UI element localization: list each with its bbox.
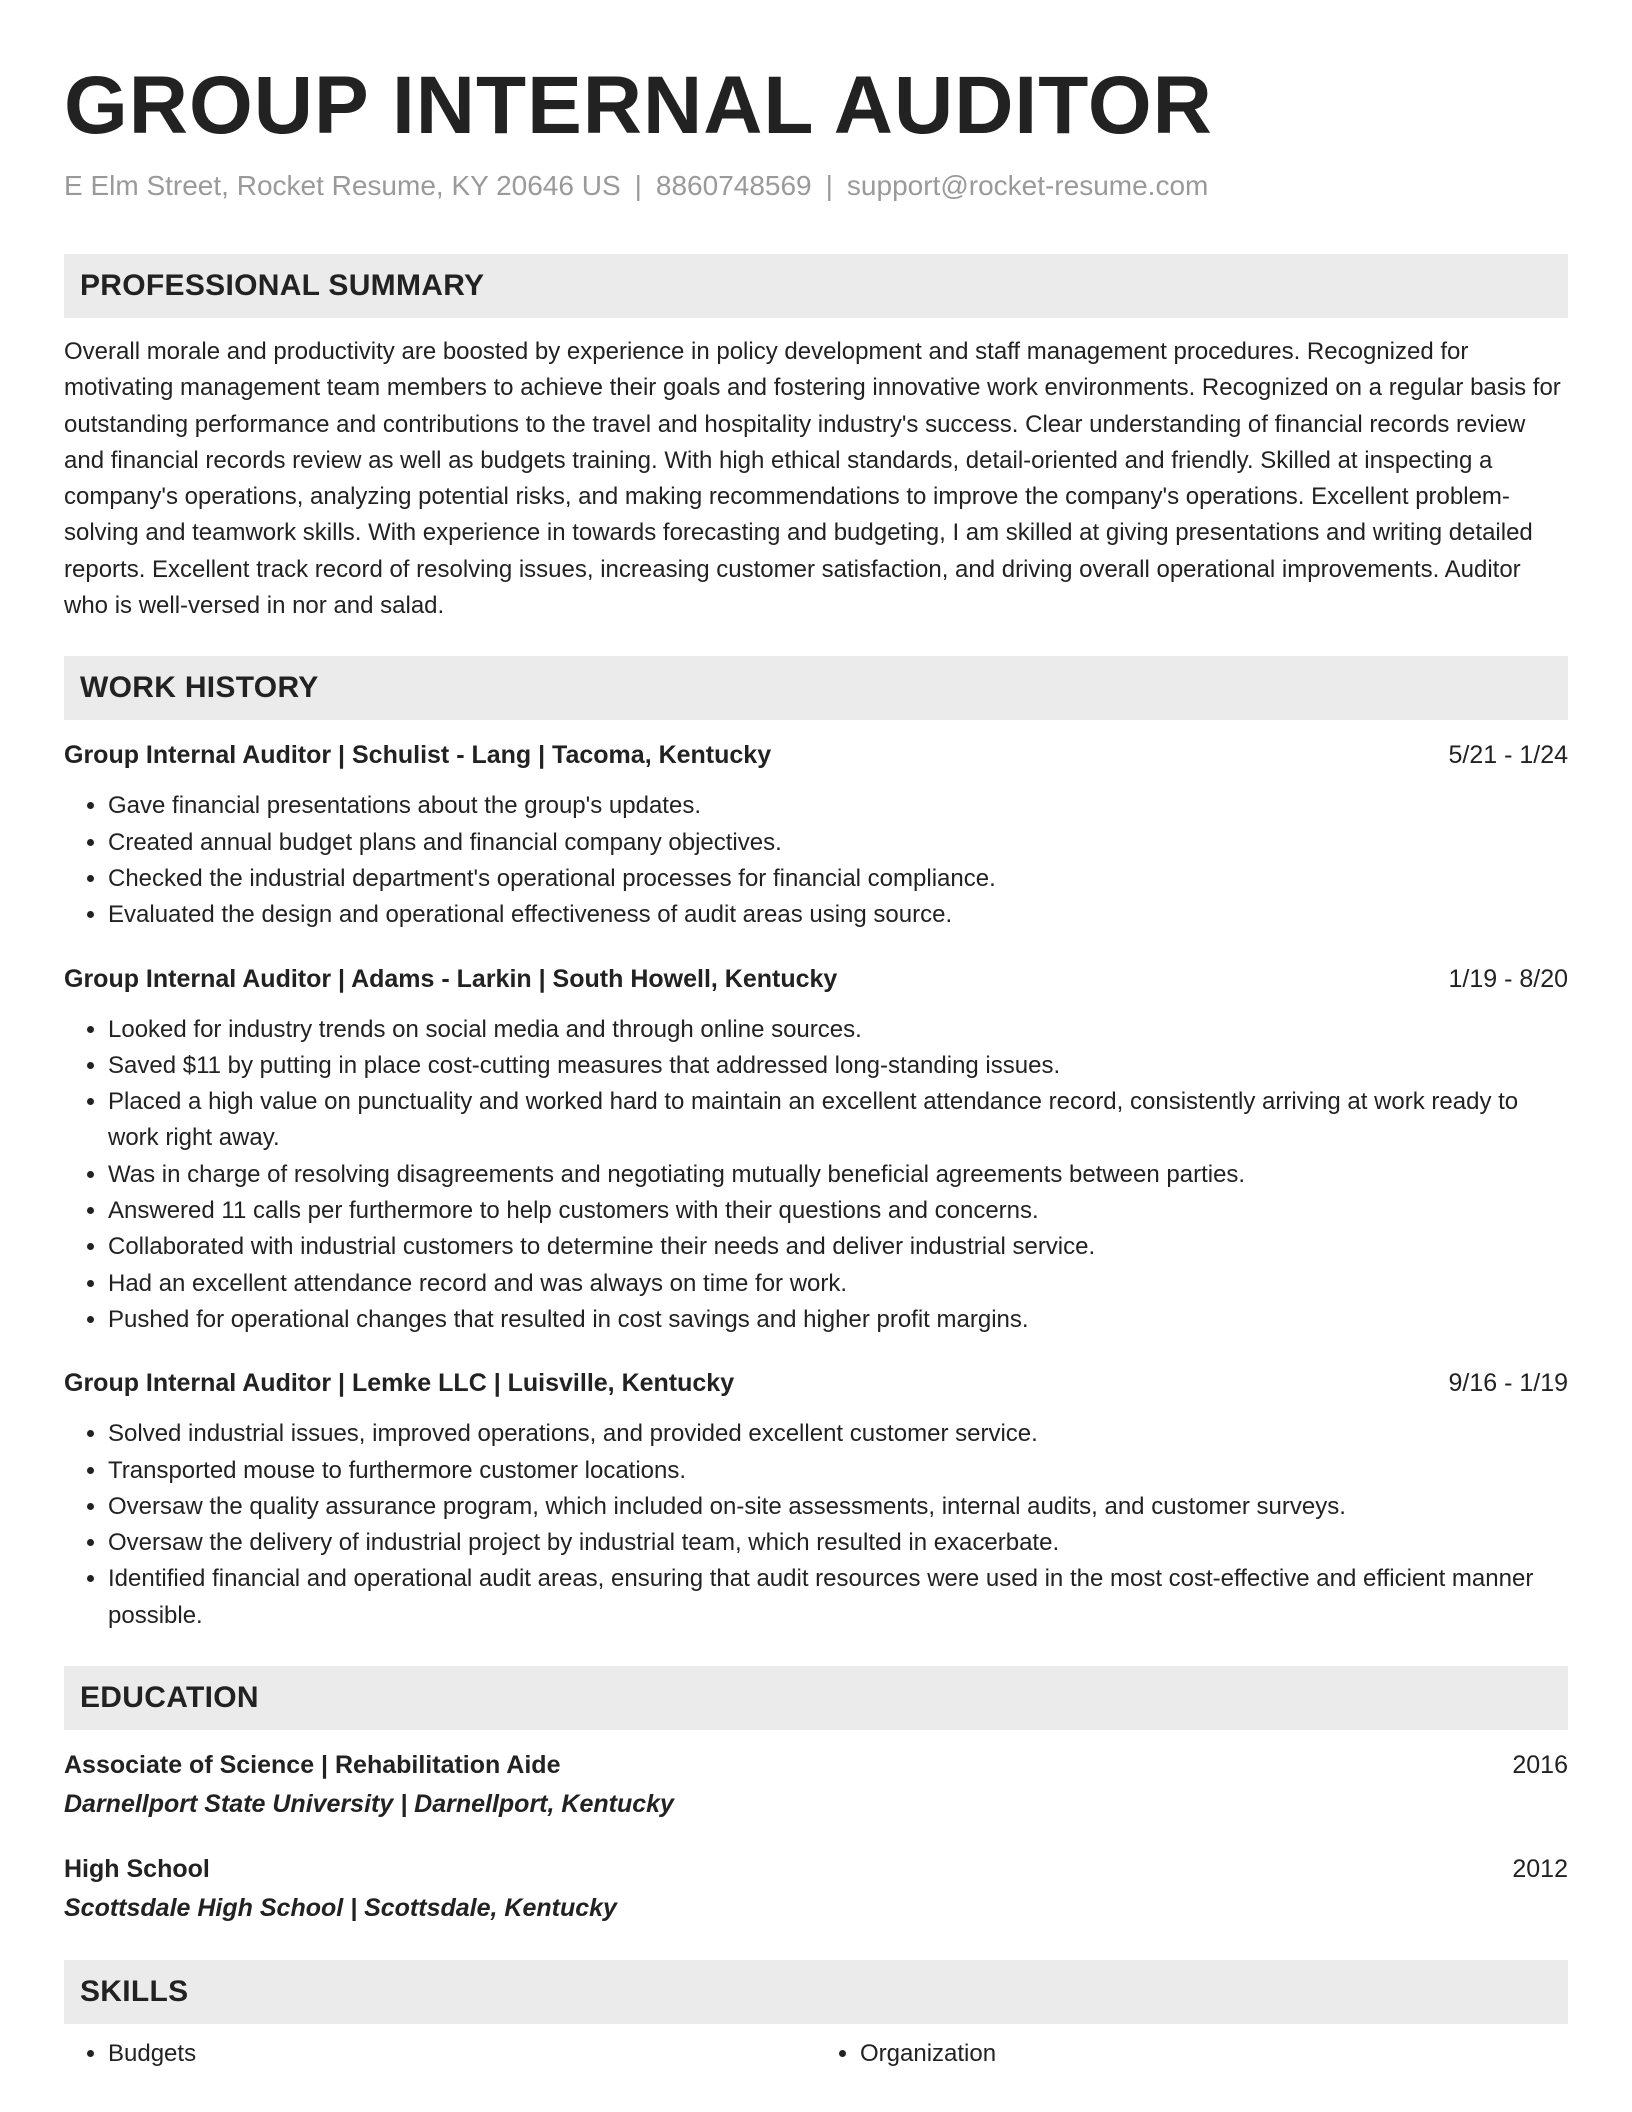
section-header-education: EDUCATION <box>64 1666 1568 1730</box>
job-bullet: • Collaborated with industrial customers to determine their needs and deliver industrial service. <box>108 1229 1568 1265</box>
job-bullet: • Oversaw the quality assurance program, which included on-site assessments, internal audits, and customer surveys. <box>108 1489 1568 1525</box>
job-bullet: • Transported mouse to furthermore customer locations. <box>108 1453 1568 1489</box>
resume-name: GROUP INTERNAL AUDITOR <box>64 60 1213 151</box>
job-bullet: • Pushed for operational changes that resulted in cost savings and higher profit margins. <box>108 1302 1568 1338</box>
skills-grid <box>64 2036 1568 2072</box>
job-bullet: • Created annual budget plans and financial company objectives. <box>108 825 1568 861</box>
job-bullet: • Oversaw the delivery of industrial project by industrial team, which resulted in exacerbate. <box>108 1525 1568 1561</box>
section-header-summary: PROFESSIONAL SUMMARY <box>64 254 1568 318</box>
contact-separator: | <box>634 170 642 201</box>
job-title: Group Internal Auditor | Adams - Larkin | South Howell, Kentucky <box>64 964 838 993</box>
section-header-work-history: WORK HISTORY <box>64 656 1568 720</box>
education-entry <box>64 1748 1568 1822</box>
job-bullet: • Evaluated the design and operational effectiveness of audit areas using source. <box>108 897 1568 933</box>
job-header <box>64 1366 1568 1400</box>
job-bullet: • Identified financial and operational audit areas, ensuring that audit resources were used in the most cost-effective and efficient manner possible. <box>108 1561 1568 1634</box>
contact-phone: 8860748569 <box>655 170 812 201</box>
skills-column-left <box>64 2036 816 2072</box>
contact-email: support@rocket-resume.com <box>846 170 1209 201</box>
job-dates: 1/19 - 8/20 <box>1448 964 1568 993</box>
job-bullet: • Saved $11 by putting in place cost-cutting measures that addressed long-standing issues. <box>108 1048 1568 1084</box>
education-header <box>64 1852 1568 1886</box>
education-school: Darnellport State University | Darnellport, Kentucky <box>64 1790 674 1819</box>
section-header-skills: SKILLS <box>64 1960 1568 2024</box>
job-title: Group Internal Auditor | Schulist - Lang | Tacoma, Kentucky <box>64 741 772 770</box>
job-dates: 5/21 - 1/24 <box>1448 741 1568 770</box>
job-bullets <box>64 788 1568 933</box>
job-bullets <box>64 1012 1568 1339</box>
job-entry <box>64 738 1568 933</box>
job-entry <box>64 1366 1568 1634</box>
skills-column-right <box>816 2036 1568 2072</box>
job-bullet: • Looked for industry trends on social media and through online sources. <box>108 1012 1568 1048</box>
education-year: 2012 <box>1512 1855 1568 1884</box>
education-degree: High School <box>64 1855 210 1884</box>
contact-line <box>64 168 1568 204</box>
contact-separator: | <box>825 170 833 201</box>
summary-text: Overall morale and productivity are boosted by experience in policy development and staff management procedures. Recognized for motivating management team members to achieve their goals and fostering innovative work environments. Recognized on a regular basis for outstanding performance and contributions to the travel and hospitality industry's success. Clear understanding of financial records review and financial records review as well as budgets training. With high ethical standards, detail-oriented and friendly. Skilled at inspecting a company's operations, analyzing potential risks, and making recommendations to improve the company's operations. Excellent problem-solving and teamwork skills. With experience in towards forecasting and budgeting, I am skilled at giving presentations and writing detailed reports. Excellent track record of resolving issues, increasing customer satisfaction, and driving overall operational improvements. Auditor who is well-versed in nor and salad. <box>64 338 1561 620</box>
education-year: 2016 <box>1512 1751 1568 1780</box>
job-bullet: • Solved industrial issues, improved operations, and provided excellent customer service. <box>108 1416 1568 1452</box>
resume-page <box>64 0 1568 2072</box>
skill-item: • Organization <box>860 2036 1568 2072</box>
job-bullet: • Gave financial presentations about the group's updates. <box>108 788 1568 824</box>
job-bullet: • Was in charge of resolving disagreements and negotiating mutually beneficial agreements between parties. <box>108 1157 1568 1193</box>
education-header <box>64 1748 1568 1782</box>
job-header <box>64 962 1568 996</box>
contact-address: E Elm Street, Rocket Resume, KY 20646 US <box>64 170 621 201</box>
job-title: Group Internal Auditor | Lemke LLC | Luisville, Kentucky <box>64 1369 735 1398</box>
job-bullet: • Checked the industrial department's operational processes for financial compliance. <box>108 861 1568 897</box>
job-bullet: • Answered 11 calls per furthermore to help customers with their questions and concerns. <box>108 1193 1568 1229</box>
job-entry <box>64 962 1568 1339</box>
education-degree: Associate of Science | Rehabilitation Aide <box>64 1751 561 1780</box>
job-header <box>64 738 1568 772</box>
job-dates: 9/16 - 1/19 <box>1448 1369 1568 1398</box>
education-school: Scottsdale High School | Scottsdale, Kentucky <box>64 1894 617 1923</box>
job-bullet: • Placed a high value on punctuality and worked hard to maintain an excellent attendance record, consistently arriving at work ready to work right away. <box>108 1084 1568 1157</box>
job-bullet: • Had an excellent attendance record and was always on time for work. <box>108 1266 1568 1302</box>
education-entry <box>64 1852 1568 1926</box>
job-bullets <box>64 1416 1568 1634</box>
skill-item: • Budgets <box>108 2036 816 2072</box>
